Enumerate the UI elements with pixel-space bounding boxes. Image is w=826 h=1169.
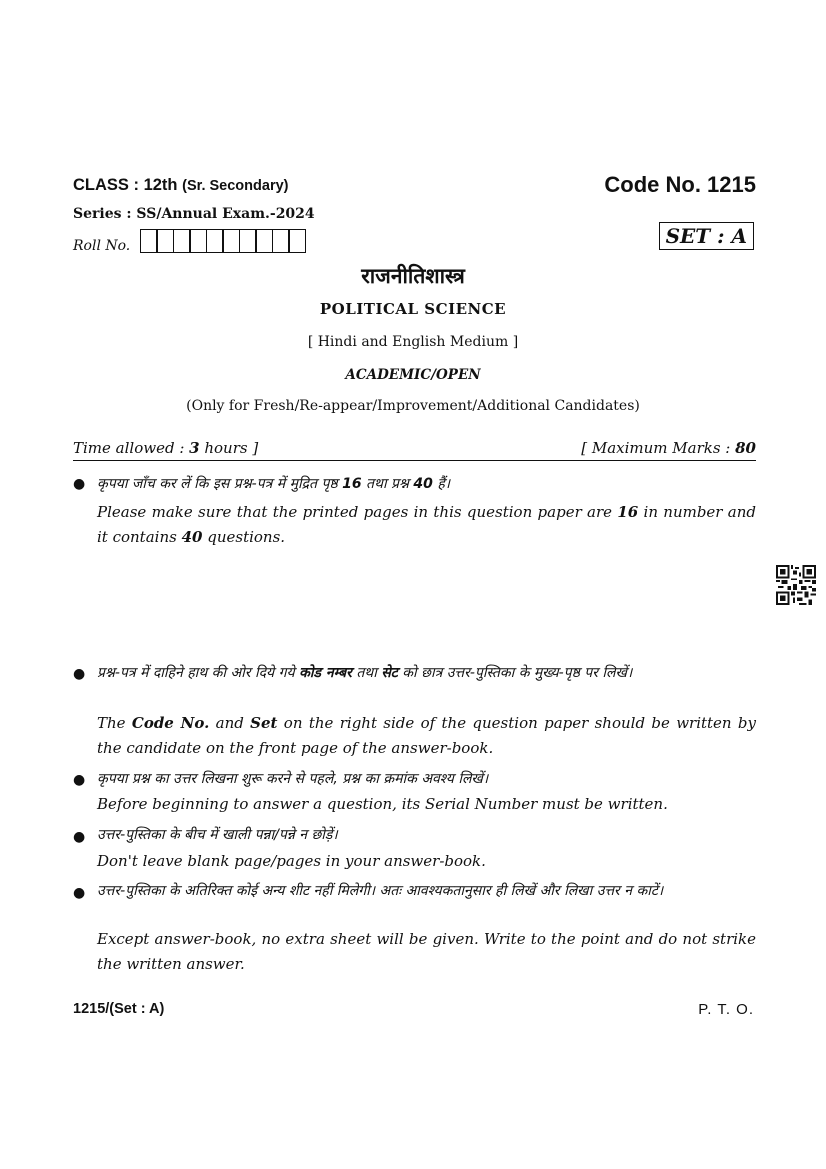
qr-code-icon: [776, 565, 816, 605]
text: 16: [617, 503, 639, 521]
bullet: ●: [73, 885, 86, 901]
instruction-4-english: Don't leave blank page/pages in your answer-book.: [97, 852, 486, 870]
text: तथा: [351, 665, 382, 681]
bullet: ●: [73, 772, 86, 788]
roll-number-box: [239, 229, 257, 253]
marks-value: 80: [735, 439, 756, 457]
bullet: ●: [73, 829, 86, 845]
bullet: ●: [73, 476, 86, 492]
roll-number-box: [206, 229, 224, 253]
roll-number-box: [272, 229, 290, 253]
hindi-subject-title: राजनीतिशास्त्र: [361, 264, 465, 288]
instruction-5-english: Except answer-book, no extra sheet will be given. Write to the point and do not strike the written answer.: [97, 930, 756, 973]
roll-number-box: [255, 229, 273, 253]
roll-number-box: [173, 229, 191, 253]
bullet: ●: [73, 666, 86, 682]
instruction-1-english: [97, 500, 756, 550]
text: को छात्र उत्तर-पुस्तिका के मुख्य-पृष्ठ पर लिखें।: [397, 665, 633, 681]
series-label: Series : SS/Annual Exam.-2024: [73, 206, 315, 222]
marks-prefix: [ Maximum Marks :: [581, 439, 736, 457]
medium-label: [ Hindi and English Medium ]: [307, 334, 519, 350]
instruction-5-hindi: उत्तर-पुस्तिका के अतिरिक्त कोई अन्य शीट नहीं मिलेगी। अतः आवश्यकतानुसार ही लिखें और लिखा उत्तर न काटें।: [97, 883, 664, 899]
roll-number-box: [288, 229, 306, 253]
roll-number-box: [156, 229, 174, 253]
class-label: [73, 176, 288, 195]
class-text: CLASS : 12th: [73, 176, 178, 194]
text: सेट: [381, 665, 398, 681]
instruction-1-hindi: [97, 472, 756, 496]
footer-pto: P. T. O.: [698, 1001, 754, 1018]
instruction-3-hindi: कृपया प्रश्न का उत्तर लिखना शुरू करने से पहले, प्रश्न का क्रमांक अवश्य लिखें।: [97, 771, 489, 787]
text: हैं।: [432, 476, 451, 492]
subject-title: POLITICAL SCIENCE: [319, 300, 507, 318]
roll-number-box: [140, 229, 158, 253]
text: on the right side of the question paper should be written by the candidate on the front page of the answer-book.: [97, 714, 756, 757]
text: प्रश्न-पत्र में दाहिने हाथ की ओर दिये गये: [97, 665, 300, 681]
text: and: [209, 714, 251, 732]
instruction-2-hindi: [97, 661, 756, 685]
instruction-2-english: [97, 711, 756, 761]
footer-code: 1215/(Set : A): [73, 1001, 165, 1017]
text: in number and it contains: [97, 503, 756, 546]
divider: [73, 460, 756, 461]
stream-label: ACADEMIC/OPEN: [345, 367, 481, 383]
text: questions.: [202, 528, 286, 546]
roll-number-label: Roll No.: [73, 238, 131, 254]
text: तथा प्रश्न: [361, 476, 414, 492]
roll-number-box: [189, 229, 207, 253]
roll-number-box: [222, 229, 240, 253]
text: The: [97, 714, 132, 732]
text: 40: [413, 476, 433, 492]
candidates-label: (Only for Fresh/Re-appear/Improvement/Additional Candidates): [186, 398, 640, 414]
code-number: Code No. 1215: [604, 172, 756, 197]
text: 40: [181, 528, 203, 546]
roll-number-boxes: [141, 229, 306, 253]
maximum-marks: [581, 439, 756, 457]
instruction-4-hindi: उत्तर-पुस्तिका के बीच में खाली पन्ना/पन्ने न छोड़ें।: [97, 827, 338, 843]
text: कोड नम्बर: [299, 665, 352, 681]
text: Please make sure that the printed pages in this question paper are: [97, 503, 618, 521]
instruction-3-english: Before beginning to answer a question, its Serial Number must be written.: [97, 795, 668, 813]
text: Code No.: [131, 714, 210, 732]
time-suffix: hours ]: [199, 439, 259, 457]
set-badge: SET : A: [659, 222, 754, 250]
text: 16: [342, 476, 362, 492]
time-prefix: Time allowed :: [73, 439, 190, 457]
time-allowed: [73, 439, 258, 457]
class-sub-text: (Sr. Secondary): [182, 178, 289, 194]
time-value: 3: [189, 439, 200, 457]
text: Set: [250, 714, 278, 732]
text: कृपया जाँच कर लें कि इस प्रश्न-पत्र में मुद्रित पृष्ठ: [97, 476, 343, 492]
